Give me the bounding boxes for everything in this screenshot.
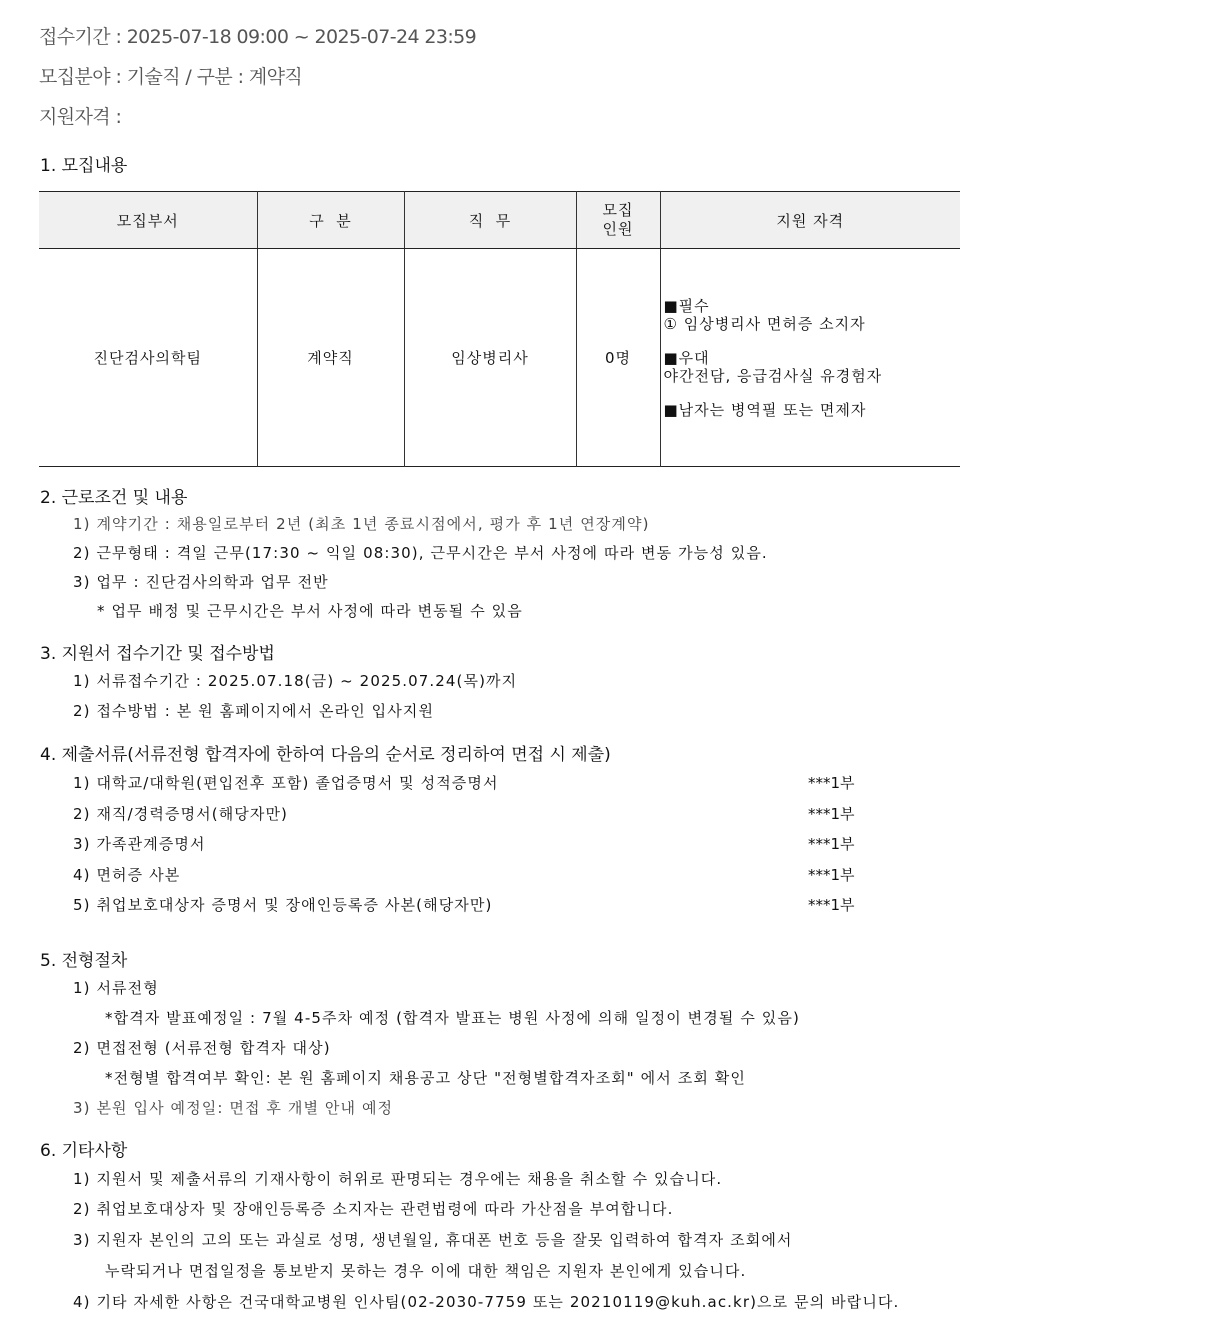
document-item: 3) 가족관계증명서 (73, 835, 206, 853)
header-count-line1: 모집 (602, 201, 634, 219)
header-dept: 모집부서 (39, 192, 257, 249)
header-count-line2: 인원 (602, 220, 634, 238)
section-title-working-conditions: 2. 근로조건 및 내용 (40, 488, 188, 508)
list-item: 3) 본원 입사 예정일: 면접 후 개별 안내 예정 (73, 1099, 394, 1117)
document-item: 5) 취업보호대상자 증명서 및 장애인등록증 사본(해당자만) (73, 896, 493, 914)
qual-required-title: ■필수 (663, 296, 710, 315)
cell-dept: 진단검사의학팀 (39, 249, 257, 467)
document-count: ***1부 (808, 866, 855, 884)
section-title-others: 6. 기타사항 (40, 1141, 128, 1161)
qual-required (664, 297, 961, 333)
list-item-continuation: 누락되거나 면접일정을 통보받지 못하는 경우 이에 대한 책임은 지원자 본인에게 있습니다. (105, 1262, 747, 1280)
recruit-field: 모집분야 : 기술직 / 구분 : 계약직 (39, 66, 303, 88)
document-item: 2) 재직/경력증명서(해당자만) (73, 805, 289, 823)
qual-preferred-item: 야간전담, 응급검사실 유경험자 (663, 366, 883, 385)
section-title-application: 3. 지원서 접수기간 및 접수방법 (40, 644, 275, 664)
section-title-recruitment: 1. 모집내용 (40, 156, 128, 176)
header-job: 직 무 (404, 192, 576, 249)
list-item: 2) 접수방법 : 본 원 홈페이지에서 온라인 입사지원 (73, 702, 435, 720)
document-item: 1) 대학교/대학원(편입전후 포함) 졸업증명서 및 성적증명서 (73, 774, 499, 792)
table-row (39, 249, 960, 467)
cell-count: 0명 (576, 249, 660, 467)
qual-military: ■남자는 병역필 또는 면제자 (663, 400, 867, 419)
recruitment-table (39, 191, 960, 467)
cell-type: 계약직 (257, 249, 404, 467)
header-count (576, 192, 660, 249)
list-item: 4) 기타 자세한 사항은 건국대학교병원 인사팀(02-2030-7759 또는 20210119@kuh.ac.kr)으로 문의 바랍니다. (73, 1293, 900, 1311)
qual-preferred-title: ■우대 (663, 348, 710, 367)
applicant-qualification: 지원자격 : (39, 106, 122, 128)
reception-period: 접수기간 : 2025-07-18 09:00 ~ 2025-07-24 23:59 (39, 26, 477, 48)
list-item-note: *합격자 발표예정일 : 7월 4-5주차 예정 (합격자 발표는 병원 사정에 의해 일정이 변경될 수 있음) (105, 1009, 800, 1027)
list-item-note: * 업무 배정 및 근무시간은 부서 사정에 따라 변동될 수 있음 (97, 602, 523, 620)
list-item: 3) 지원자 본인의 고의 또는 과실로 성명, 생년월일, 휴대폰 번호 등을 잘못 입력하여 합격자 조회에서 (73, 1231, 793, 1249)
list-item-note: *전형별 합격여부 확인: 본 원 홈페이지 채용공고 상단 "전형별합격자조회" 에서 조회 확인 (105, 1069, 746, 1087)
document-count: ***1부 (808, 835, 855, 853)
qual-required-item: ① 임상병리사 면허증 소지자 (663, 314, 866, 333)
header-type: 구 분 (257, 192, 404, 249)
qual-preferred (664, 349, 961, 385)
cell-qualification (660, 249, 960, 467)
list-item: 3) 업무 : 진단검사의학과 업무 전반 (73, 573, 329, 591)
list-item: 1) 계약기간 : 채용일로부터 2년 (최초 1년 종료시점에서, 평가 후 1년 연장계약) (73, 515, 650, 533)
document-count: ***1부 (808, 805, 855, 823)
table-header-row (39, 192, 960, 249)
list-item: 2) 근무형태 : 격일 근무(17:30 ~ 익일 08:30), 근무시간은 부서 사정에 따라 변동 가능성 있음. (73, 544, 768, 562)
cell-job: 임상병리사 (404, 249, 576, 467)
list-item: 2) 취업보호대상자 및 장애인등록증 소지자는 관련법령에 따라 가산점을 부여합니다. (73, 1200, 674, 1218)
header-qualification: 지원 자격 (660, 192, 960, 249)
section-title-selection-process: 5. 전형절차 (40, 951, 128, 971)
document-item: 4) 면허증 사본 (73, 866, 181, 884)
list-item: 1) 서류전형 (73, 979, 159, 997)
list-item: 1) 지원서 및 제출서류의 기재사항이 허위로 판명되는 경우에는 채용을 취소할 수 있습니다. (73, 1170, 723, 1188)
list-item: 1) 서류접수기간 : 2025.07.18(금) ~ 2025.07.24(목)까지 (73, 672, 518, 690)
document-count: ***1부 (808, 774, 855, 792)
section-title-documents: 4. 제출서류(서류전형 합격자에 한하여 다음의 순서로 정리하여 면접 시 제출) (40, 745, 611, 765)
document-count: ***1부 (808, 896, 855, 914)
list-item: 2) 면접전형 (서류전형 합격자 대상) (73, 1039, 331, 1057)
